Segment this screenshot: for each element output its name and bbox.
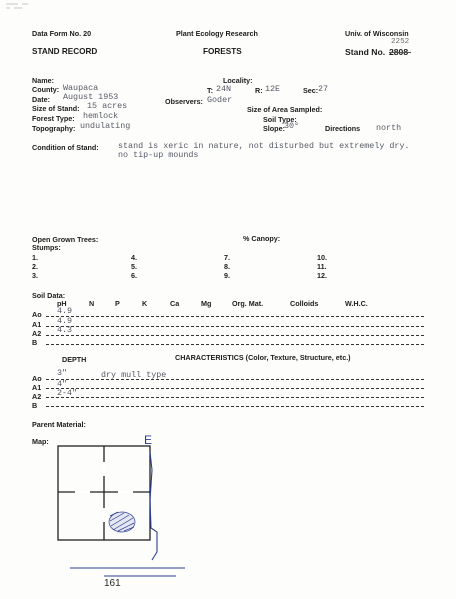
depth-row-label: A2 [32, 392, 42, 401]
soil-row-line [46, 326, 424, 327]
topography-label: Topography: [32, 124, 76, 133]
range-label: R: [255, 86, 263, 95]
map-direction-mark: E [144, 433, 153, 447]
parent-material-label: Parent Material: [32, 420, 86, 429]
depth-row-line [46, 388, 424, 389]
depth-row-label: A1 [32, 383, 42, 392]
condition-line-1: stand is xeric in nature, not disturbed but extremely dry. [118, 141, 410, 151]
directions-value: north [376, 123, 402, 133]
stumps-label: Stumps: [32, 243, 61, 252]
soil-row-label: A2 [32, 329, 42, 338]
stand-number-old: 2808 [389, 47, 409, 57]
soil-header: N [89, 299, 95, 308]
soil-header: Ca [170, 299, 180, 308]
soil-row-label: A1 [32, 320, 42, 329]
category-title: FORESTS [203, 47, 242, 56]
observers-label: Observers: [165, 97, 203, 106]
map-grid [58, 446, 150, 540]
soil-header: W.H.C. [345, 299, 368, 308]
stand-number-new: 2252 [391, 38, 410, 46]
locality-label: Locality: [223, 76, 253, 85]
depth-value: 4" [57, 379, 68, 389]
soil-row-line [46, 335, 424, 336]
depth-row-label: B [32, 401, 38, 410]
depth-header: DEPTH [62, 355, 87, 364]
tree-num: 9. [224, 271, 230, 280]
township-value: 24N [216, 84, 232, 94]
date-value: August 1953 [63, 92, 119, 102]
soil-data-label: Soil Data: [32, 291, 66, 300]
soil-header: Org. Mat. [232, 299, 264, 308]
characteristics-header: CHARACTERISTICS (Color, Texture, Structure, etc.) [175, 353, 351, 362]
depth-value: 3" [57, 368, 68, 378]
range-value: 12E [265, 84, 281, 94]
name-label: Name: [32, 76, 54, 85]
depth-row-line [46, 406, 424, 407]
depth-row-line [46, 397, 424, 398]
soil-row-label: B [32, 338, 38, 347]
soil-row-line [46, 316, 424, 317]
depth-row-label: Ao [32, 374, 42, 383]
soil-header: K [142, 299, 148, 308]
soil-row-line [46, 344, 424, 345]
depth-row-line [46, 379, 424, 380]
tree-num: 7. [224, 253, 230, 262]
slope-value: 30° [284, 121, 300, 131]
county-value: Waupaca [63, 83, 99, 93]
map-label: Map: [32, 437, 49, 446]
characteristics-value: dry mull type [101, 370, 167, 380]
organization: Plant Ecology Research [176, 29, 258, 38]
forest-type-label: Forest Type: [32, 114, 75, 123]
soil-header: pH [57, 299, 67, 308]
map-stand-area [109, 512, 135, 532]
size-label: Size of Stand: [32, 104, 80, 113]
tree-num: 2. [32, 262, 38, 271]
soil-header: Colloids [290, 299, 319, 308]
soil-header: P [115, 299, 120, 308]
soil-ph-value: 4.9 [57, 306, 73, 316]
tree-num: 4. [131, 253, 137, 262]
slope-label: Slope: [263, 124, 285, 133]
township-label: T: [207, 86, 213, 95]
condition-label: Condition of Stand: [32, 143, 99, 152]
condition-line-2: no tip-up mounds [118, 150, 199, 160]
record-title: STAND RECORD [32, 47, 98, 56]
soil-row-label: Ao [32, 310, 42, 319]
soil-header: Mg [201, 299, 212, 308]
depth-value: 2-4" [57, 388, 78, 398]
map-number: 161 [104, 578, 121, 589]
tree-num: 5. [131, 262, 137, 271]
topography-value: undulating [80, 121, 131, 131]
soil-type-label: Soil Type: [263, 115, 297, 124]
canopy-label: % Canopy: [243, 234, 281, 243]
university: Univ. of Wisconsin [345, 29, 409, 38]
soil-ph-value: 4.3 [57, 325, 73, 335]
observers-value: Goder [207, 95, 233, 105]
form-number: Data Form No. 20 [32, 29, 92, 38]
corner-mark [6, 4, 28, 8]
tree-num: 8. [224, 262, 230, 271]
open-grown-trees-label: Open Grown Trees: [32, 235, 99, 244]
tree-num: 12. [317, 271, 327, 280]
tree-num: 11. [317, 262, 327, 271]
tree-num: 6. [131, 271, 137, 280]
directions-label: Directions [325, 124, 361, 133]
section-label: Sec: [303, 86, 319, 95]
tree-num: 1. [32, 253, 38, 262]
soil-ph-value: 4.9 [57, 316, 73, 326]
section-value: 27 [318, 84, 329, 94]
tree-num: 3. [32, 271, 38, 280]
date-label: Date: [32, 95, 50, 104]
stand-number-strike [389, 52, 411, 53]
size-value: 15 acres [87, 101, 128, 111]
area-sampled-label: Size of Area Sampled: [247, 105, 323, 114]
tree-num: 10. [317, 253, 327, 262]
forest-type-value: hemlock [83, 111, 119, 121]
county-label: County: [32, 85, 60, 94]
stand-number-label: Stand No. [345, 47, 386, 57]
